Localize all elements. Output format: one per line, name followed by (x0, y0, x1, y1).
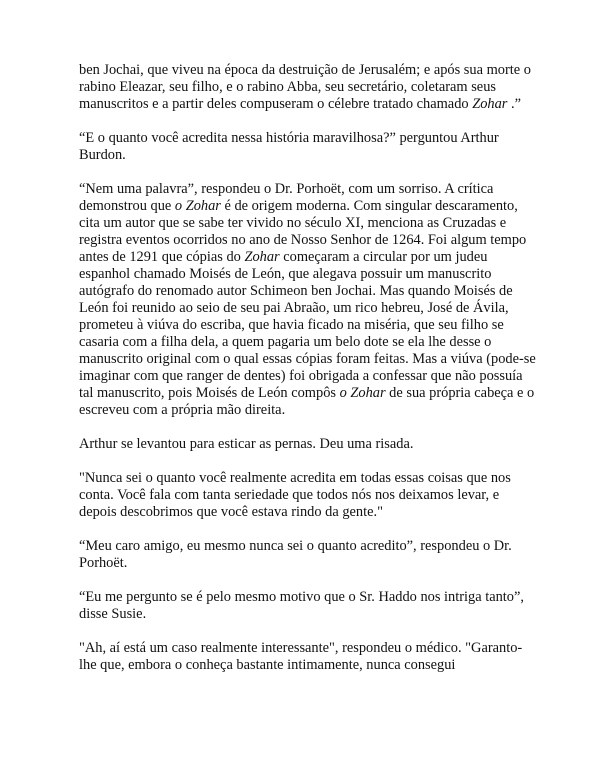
italic-title: o Zohar (174, 198, 221, 214)
paragraph (79, 181, 539, 419)
text-segment: “E o quanto você acredita nessa história maravilhosa?” perguntou Arthur Burdon. (79, 130, 499, 163)
text-segment: “Meu caro amigo, eu mesmo nunca sei o quanto acredito”, respondeu o Dr. Porhoët. (79, 538, 512, 571)
paragraph (79, 538, 539, 572)
paragraph (79, 470, 539, 521)
paragraph (79, 62, 539, 113)
italic-title: o Zohar (339, 385, 386, 401)
text-segment: ben Jochai, que viveu na época da destruição de Jerusalém; e após sua morte o rabino Eleazar, seu filho, e o rabino Abba, seu secretário, coletaram seus manuscritos e a partir deles compuseram o célebre tratado chamado (79, 62, 531, 112)
text-segment: "Nunca sei o quanto você realmente acredita em todas essas coisas que nos conta. Você fala com tanta seriedade que todos nós nos deixamos levar, e depois descobrimos que você estava rindo da gente." (79, 470, 511, 520)
italic-title: Zohar (472, 96, 508, 112)
text-segment: "Ah, aí está um caso realmente interessante", respondeu o médico. "Garanto-lhe que, embora o conheça bastante intimamente, nunca consegui (79, 640, 523, 673)
body-text (79, 62, 539, 691)
italic-title: Zohar (244, 249, 280, 265)
paragraph (79, 436, 539, 453)
text-segment: de sua própria cabeça e o escreveu com a própria mão direita. (79, 385, 535, 418)
text-segment: é de origem moderna. Com singular descaramento, cita um autor que se sabe ter vivido no século XI, menciona as Cruzadas e registra eventos ocorridos no ano de Nosso Senhor de 1264. Foi algum tempo antes de 1291 que cópias do (79, 198, 527, 265)
paragraph (79, 640, 539, 674)
text-segment: “Eu me pergunto se é pelo mesmo motivo que o Sr. Haddo nos intriga tanto”, disse Susie. (79, 589, 524, 622)
text-segment: “Nem uma palavra”, respondeu o Dr. Porhoët, com um sorriso. A crítica demonstrou que (79, 181, 494, 214)
paragraph (79, 589, 539, 623)
text-segment: Arthur se levantou para esticar as pernas. Deu uma risada. (79, 436, 414, 452)
text-segment: .” (507, 96, 521, 112)
text-segment: começaram a circular por um judeu espanhol chamado Moisés de León, que alegava possuir um manuscrito autógrafo do renomado autor Schimeon ben Jochai. Mas quando Moisés de León foi reunido ao seio de seu pai Abraão, um rico hebreu, José de Ávila, prometeu à viúva do escriba, que havia ficado na miséria, que seu filho se casaria com a filha dela, a quem pagaria um belo dote se ela lhe desse o manuscrito original com o qual essas cópias foram feitas. Mas a viúva (pode-se imaginar com que ranger de dentes) foi obrigada a confessar que não possuía tal manuscrito, pois Moisés de León compôs (79, 249, 536, 401)
paragraph (79, 130, 539, 164)
